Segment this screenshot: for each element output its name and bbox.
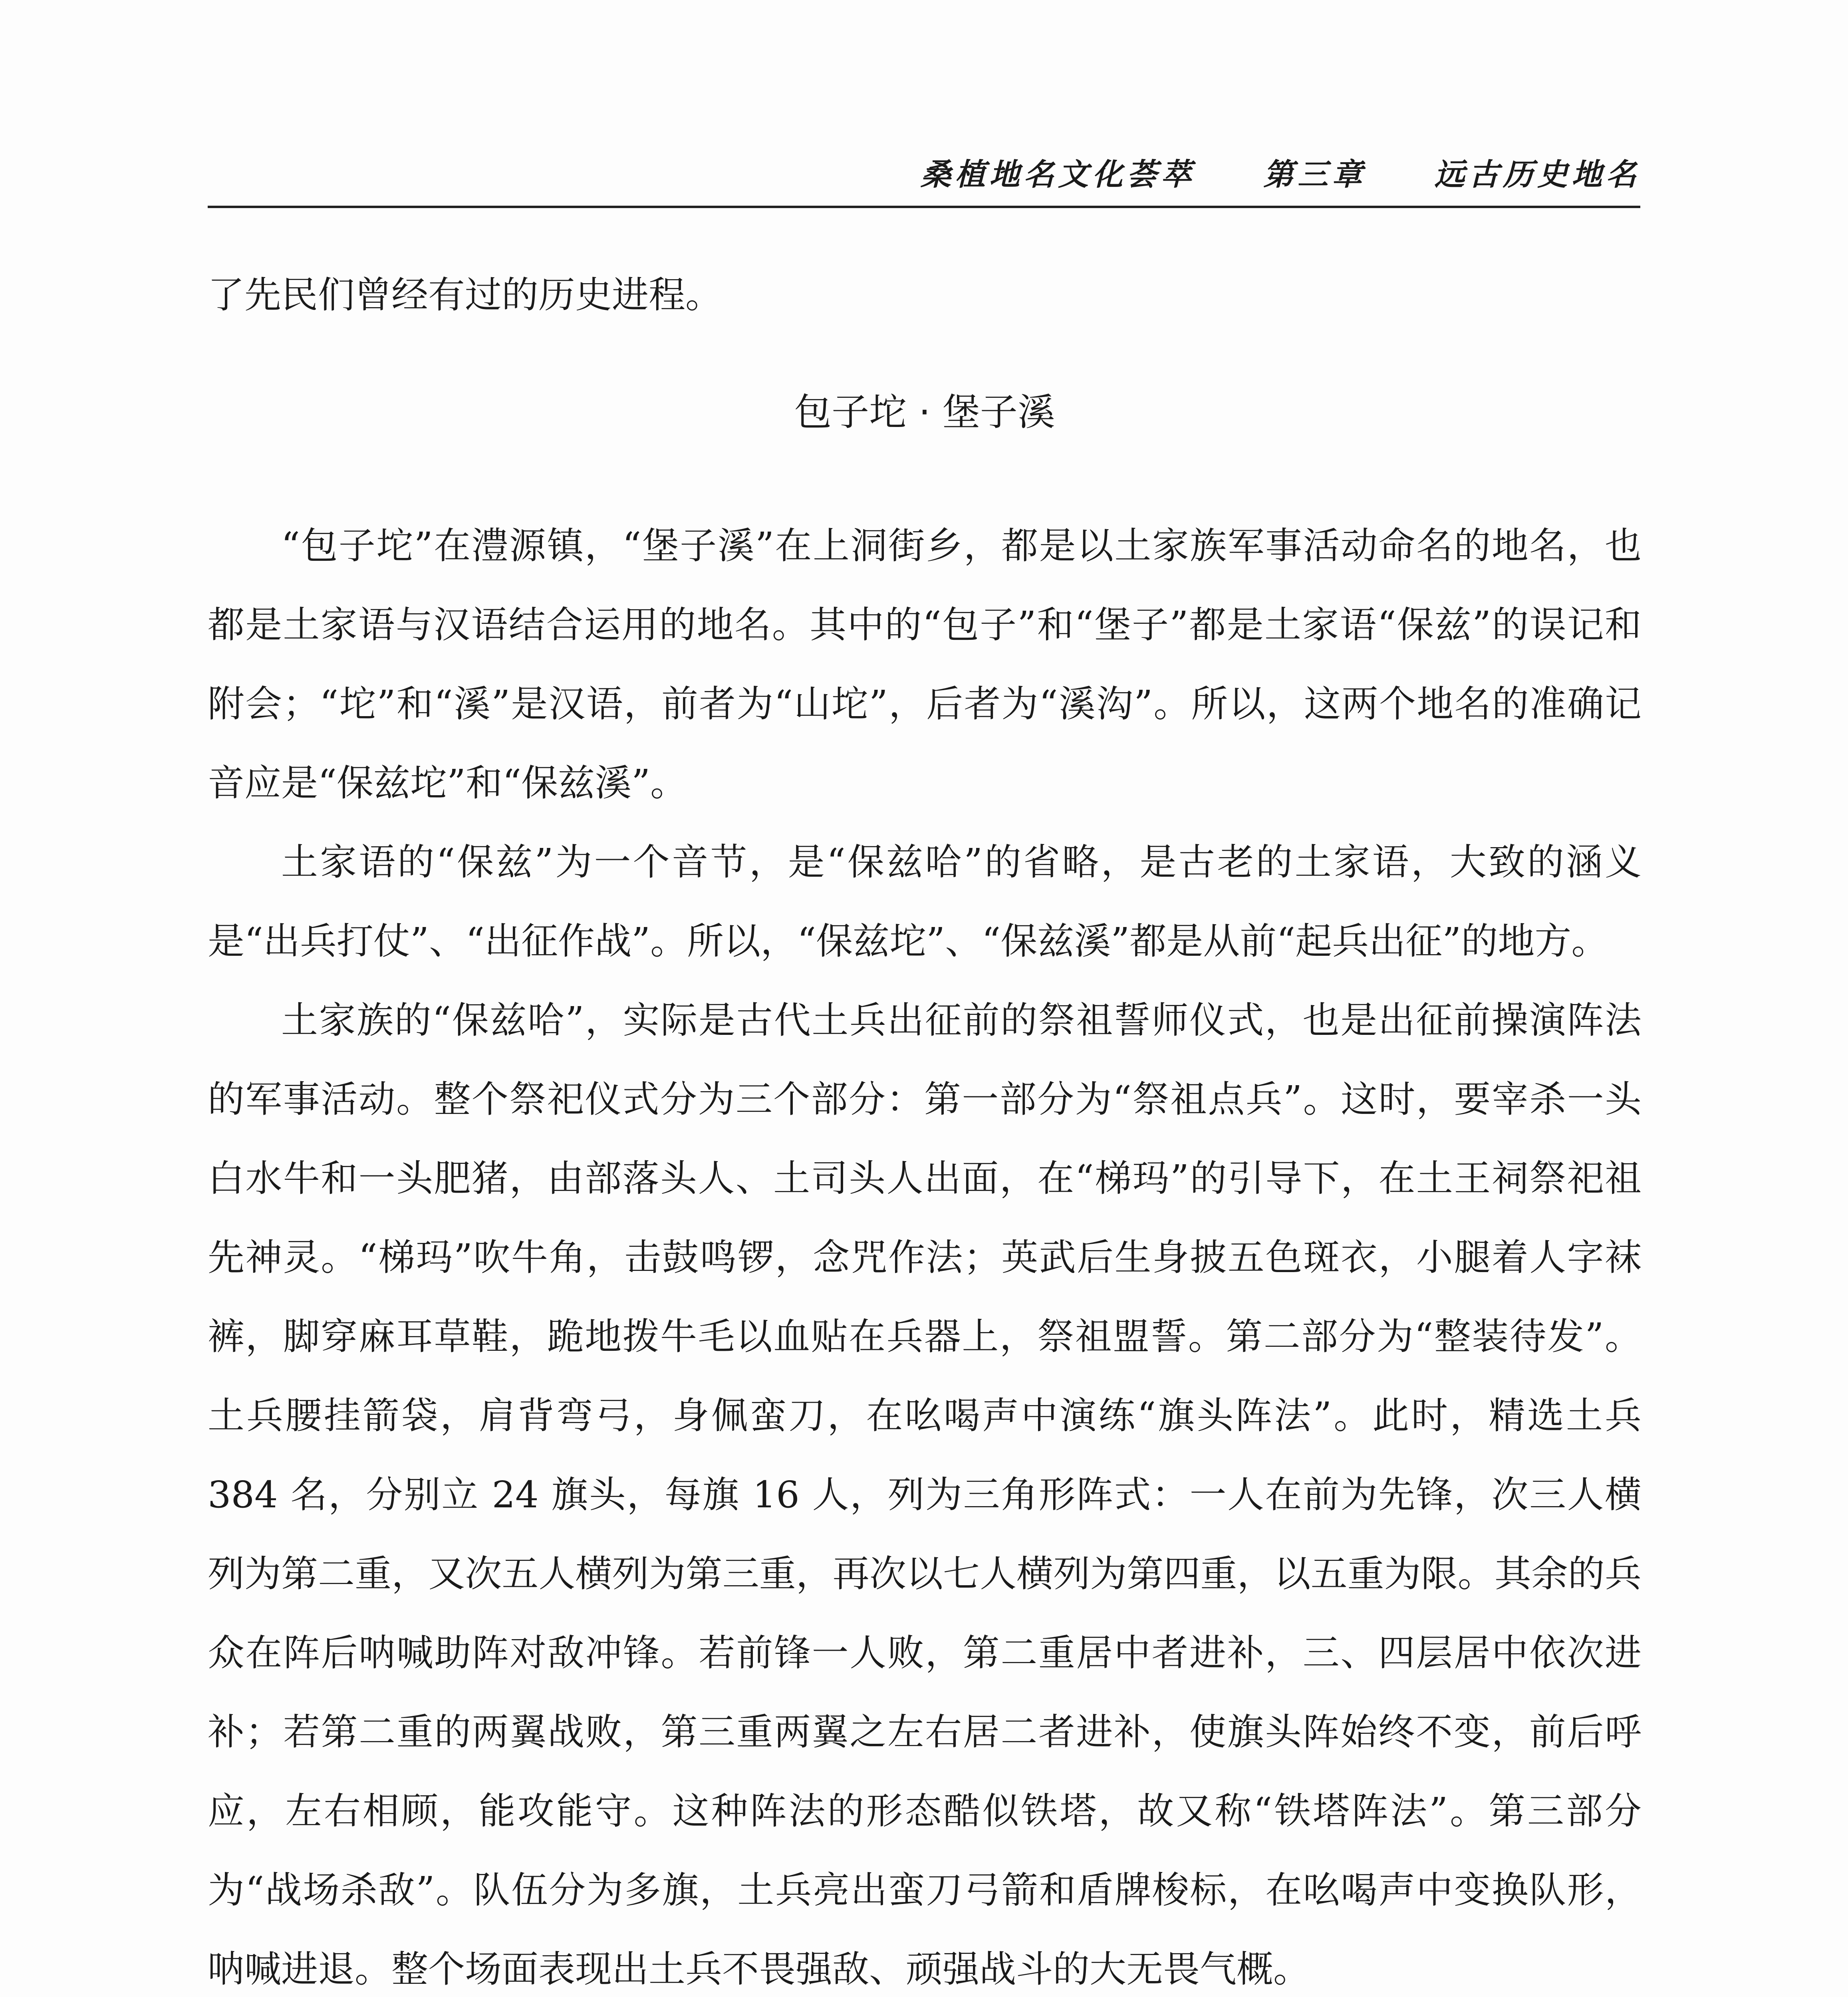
header-book-title: 桑植地名文化荟萃 xyxy=(921,156,1195,192)
paragraph: 土家语的“保兹”为一个音节，是“保兹哈”的省略，是古老的土家语，大致的涵义是“出兵打仗”、“出征作战”。所以，“保兹坨”、“保兹溪”都是从前“起兵出征”的地方。 xyxy=(208,841,1642,963)
header-rule xyxy=(208,206,1640,208)
paragraph: 土家族的“保兹哈”，实际是古代土兵出征前的祭祖誓师仪式，也是出征前操演阵法的军事活动。整个祭祀仪式分为三个部分：第一部分为“祭祖点兵”。这时，要宰杀一头白水牛和一头肥猪，由部落头人、土司头人出面，在“梯玛”的引导下，在土王祠祭祀祖先神灵。“梯玛”吹牛角，击鼓鸣锣，念咒作法；英武后生身披五色斑衣，小腿着人字袜裤，脚穿麻耳草鞋，跪地拨牛毛以血贴在兵器上，祭祖盟誓。第二部分为“整装待发”。土兵腰挂箭袋，肩背弯弓，身佩蛮刀，在吆喝声中演练“旗头阵法”。此时，精选土兵 384 名，分别立 24 旗头，每旗 16 人，列为三角形阵式：一人在前为先锋，次三人横列为第二重，又次五人横列为第三重，再次以七人横列为第四重，以五重为限。其余的兵众在阵后呐喊助阵对敌冲锋。若前锋一人败，第二重居中者进补，三、四层居中依次进补；若第二重的两翼战败，第三重两翼之左右居二者进补，使旗头阵始终不变，前后呼应，左右相顾，能攻能守。这种阵法的形态酷似铁塔，故又称“铁塔阵法”。第三部分为“战场杀敌”。队伍分为多旗，土兵亮出蛮刀弓箭和盾牌梭标，在吆喝声中变换队形，呐喊进退。整个场面表现出土兵不畏强敌、顽强战斗的大无畏气概。 xyxy=(208,999,1642,1991)
header-chapter-title: 远古历史地名 xyxy=(1434,156,1640,192)
section-title: 包子坨 · 堡子溪 xyxy=(794,391,1055,434)
paragraph: “包子坨”在澧源镇，“堡子溪”在上洞街乡，都是以土家族军事活动命名的地名，也都是土家语与汉语结合运用的地名。其中的“包子”和“堡子”都是土家语“保兹”的误记和附会；“坨”和“溪”是汉语，前者为“山坨”，后者为“溪沟”。所以，这两个地名的准确记音应是“保兹坨”和“保兹溪”。 xyxy=(208,524,1642,804)
continuation-line: 了先民们曾经有过的历史进程。 xyxy=(208,274,723,316)
body-text xyxy=(208,256,1642,1997)
header-chapter: 第三章 xyxy=(1263,156,1366,192)
running-header xyxy=(208,148,1640,196)
